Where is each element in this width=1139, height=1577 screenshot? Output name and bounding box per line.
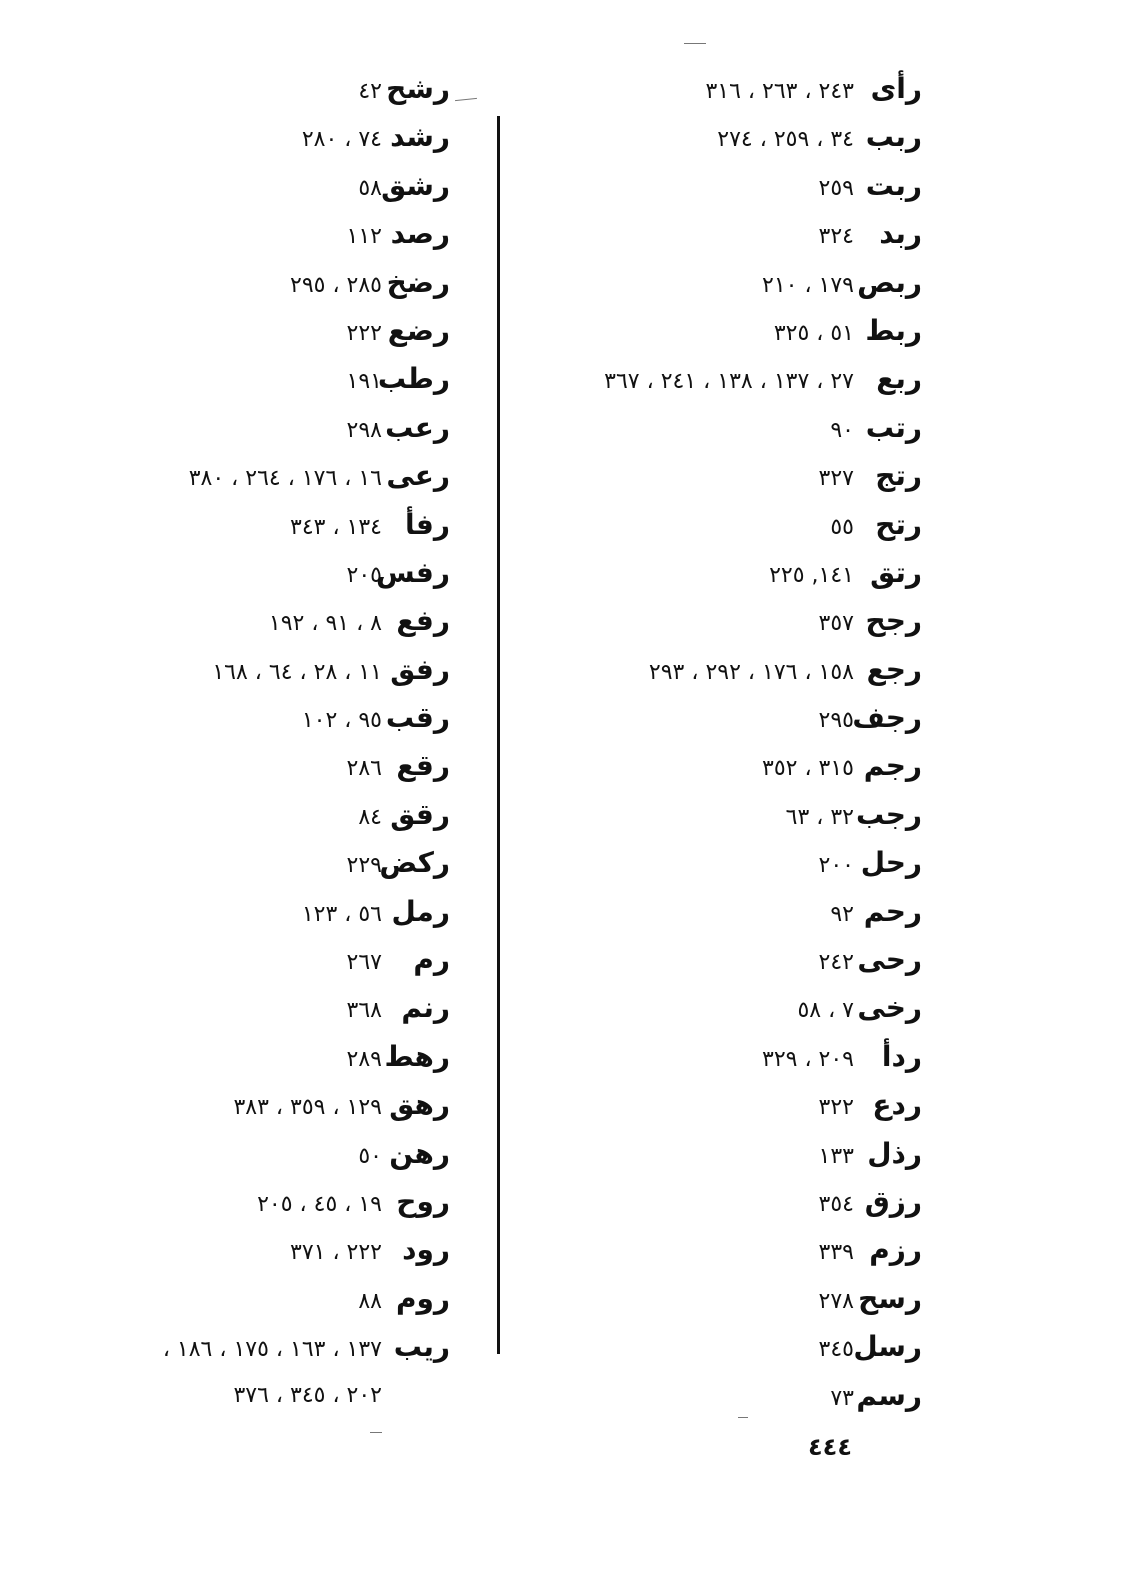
page-references: ٥٦ ، ١٢٣: [301, 901, 382, 927]
page-references: ١٣٧ ، ١٦٣ ، ١٧٥ ، ١٨٦ ،: [162, 1337, 382, 1363]
root-word: رتب: [865, 410, 922, 444]
page-references: ٣٥٧: [818, 611, 854, 637]
root-word: رضع: [387, 313, 450, 347]
root-word: رجم: [863, 749, 922, 783]
index-entry: [40, 1372, 450, 1420]
page-references: ٥٨: [358, 175, 382, 201]
index-entry: [530, 162, 922, 210]
page-references: ٢٢٩: [346, 853, 382, 879]
root-word: رجح: [865, 604, 922, 638]
index-entry: [40, 1033, 450, 1081]
index-entry: [40, 791, 450, 839]
page-references: ٢٩٥: [818, 708, 854, 734]
root-word: رهط: [384, 1039, 450, 1073]
index-entry: [530, 791, 922, 839]
root-word: رود: [402, 1233, 450, 1267]
page-references: ٧٣: [830, 1385, 854, 1411]
page-references: ٨٨: [358, 1288, 382, 1314]
page-references: ٢٠٢ ، ٣٤٥ ، ٣٧٦: [233, 1382, 382, 1408]
root-word: رتج: [875, 459, 922, 493]
page-references: ٩٠: [830, 417, 854, 443]
index-entry: [530, 355, 922, 403]
root-word: رجف: [852, 701, 922, 735]
index-entry: [530, 888, 922, 936]
root-word: ردأ: [881, 1039, 922, 1073]
index-entry: [40, 984, 450, 1032]
index-entry: [530, 694, 922, 742]
index-entry: [40, 597, 450, 645]
index-entry: [40, 210, 450, 258]
root-word: ربط: [865, 313, 922, 347]
index-entry: [530, 210, 922, 258]
page-references: ٣٣٩: [818, 1240, 854, 1266]
page-references: ٢٢٢ ، ٣٧١: [290, 1240, 382, 1266]
root-word: رجب: [856, 797, 922, 831]
index-entry: [40, 1275, 450, 1323]
page-references: ١٢٩ ، ٣٥٩ ، ٣٨٣: [233, 1095, 382, 1121]
page-references: ٢٧٨: [818, 1288, 854, 1314]
index-entry: [530, 1372, 922, 1420]
root-word: ربع: [876, 362, 922, 396]
index-entry: [530, 1178, 922, 1226]
index-entry: [530, 1226, 922, 1274]
root-word: رخى: [857, 991, 922, 1025]
index-entry: [530, 259, 922, 307]
root-word: ريب: [393, 1330, 450, 1364]
index-entry: [40, 259, 450, 307]
index-entry: [530, 113, 922, 161]
page-references: ٣٢ ، ٦٣: [785, 804, 854, 830]
page-references: ١٤١, ٢٢٥: [769, 562, 854, 588]
page-references: ٢٧ ، ١٣٧ ، ١٣٨ ، ٢٤١ ، ٣٦٧: [604, 369, 854, 395]
root-word: رشح: [386, 72, 450, 105]
root-word: رهق: [389, 1088, 450, 1122]
index-entry: [40, 694, 450, 742]
scan-mark: [455, 98, 477, 101]
index-entry: [40, 1081, 450, 1129]
page-references: ٢٦٧: [346, 950, 382, 976]
page-references: ٢٤٢: [818, 950, 854, 976]
root-word: رزم: [869, 1233, 922, 1267]
page-references: ٧٤ ، ٢٨٠: [301, 127, 382, 153]
scan-mark: [370, 1432, 382, 1433]
page-references: ٥٥: [830, 514, 854, 540]
index-entry: [530, 65, 922, 113]
page-references: ٢٨٩: [346, 1046, 382, 1072]
index-entry: [40, 355, 450, 403]
root-word: رمل: [391, 894, 450, 928]
index-entry: [40, 307, 450, 355]
root-word: رحل: [860, 846, 922, 880]
root-word: رعى: [386, 459, 450, 493]
page-references: ١٣٣: [818, 1143, 854, 1169]
page-references: ٢٥٩: [818, 175, 854, 201]
index-entry: [530, 984, 922, 1032]
page-references: ١٩١: [346, 369, 382, 395]
root-word: ركض: [379, 846, 450, 880]
root-word: رتح: [875, 507, 922, 541]
index-entry: [530, 742, 922, 790]
root-word: روح: [396, 1184, 450, 1218]
root-word: رطب: [377, 362, 450, 396]
root-word: رفع: [396, 604, 450, 638]
page-references: ٢٨٦: [346, 756, 382, 782]
page-references: ٢٠٠: [818, 853, 854, 879]
root-word: روم: [395, 1281, 450, 1315]
page-references: ٣١٥ ، ٣٥٢: [762, 756, 854, 782]
page-references: ١٣٤ ، ٣٤٣: [290, 514, 382, 540]
root-word: رحم: [863, 894, 922, 928]
index-entry: [40, 646, 450, 694]
page-references: ١١٢: [346, 224, 382, 250]
index-entry: [530, 936, 922, 984]
root-word: رضخ: [386, 265, 450, 299]
page-references: ٩٢: [830, 901, 854, 927]
index-entry: [40, 888, 450, 936]
page-references: ٧ ، ٥٨: [797, 998, 854, 1024]
root-word: رصد: [390, 217, 450, 251]
index-entry: [40, 839, 450, 887]
index-entry: [40, 501, 450, 549]
root-word: ردع: [872, 1088, 922, 1122]
page-references: ١٦ ، ١٧٦ ، ٢٦٤ ، ٣٨٠: [188, 466, 382, 492]
root-word: رنم: [401, 991, 450, 1025]
index-entry: [530, 501, 922, 549]
index-entry: [530, 1323, 922, 1371]
root-word: ربب: [865, 120, 922, 154]
root-word: رتق: [870, 555, 922, 589]
root-word: رسل: [853, 1330, 922, 1364]
page-references: ٣٤٥: [818, 1337, 854, 1363]
page-references: ٥٠: [358, 1143, 382, 1169]
index-entry: [40, 1323, 450, 1371]
scan-mark: [738, 1417, 748, 1418]
page-references: ٨٤: [358, 804, 382, 830]
page-references: ١٧٩ ، ٢١٠: [762, 272, 854, 298]
scan-mark: [684, 43, 706, 44]
index-entry: [40, 1226, 450, 1274]
index-entry: [530, 452, 922, 500]
index-entry: [530, 1275, 922, 1323]
index-entry: [40, 113, 450, 161]
column-divider: [497, 116, 500, 1354]
root-word: رشق: [381, 168, 450, 202]
root-word: رقع: [396, 749, 450, 783]
page-references: ٢٠٥: [346, 562, 382, 588]
root-word: رسم: [856, 1378, 922, 1412]
root-word: رزق: [864, 1184, 922, 1218]
index-entry: [530, 404, 922, 452]
index-entry: [530, 307, 922, 355]
page-references: ٣٢٢: [818, 1095, 854, 1121]
root-word: ربد: [879, 217, 922, 251]
index-entry: [40, 452, 450, 500]
page-number: ٤٤٤: [808, 1433, 852, 1461]
page-references: ٢٤٣ ، ٢٦٣ ، ٣١٦: [705, 79, 854, 104]
index-entry: [530, 839, 922, 887]
root-word: رجع: [866, 652, 922, 686]
left-index-column: [40, 65, 450, 1420]
index-entry: [530, 646, 922, 694]
index-entry: [40, 936, 450, 984]
page-references: ٤٢: [358, 79, 382, 104]
index-entry: [530, 597, 922, 645]
root-word: رسح: [858, 1281, 922, 1315]
page-references: ٣٢٧: [818, 466, 854, 492]
page-references: ٢٨٥ ، ٢٩٥: [290, 272, 382, 298]
root-word: ربت: [865, 168, 922, 202]
index-entry: [40, 1130, 450, 1178]
index-entry: [40, 1178, 450, 1226]
page-references: ١١ ، ٢٨ ، ٦٤ ، ١٦٨: [212, 659, 382, 685]
right-index-column: [530, 65, 922, 1420]
root-word: رفق: [390, 652, 450, 686]
root-word: رهن: [389, 1136, 450, 1170]
index-entry: [530, 1081, 922, 1129]
root-word: رقق: [390, 797, 450, 831]
index-entry: [40, 162, 450, 210]
root-word: رم: [413, 943, 450, 977]
index-entry: [530, 549, 922, 597]
index-entry: [530, 1033, 922, 1081]
page-references: ٥١ ، ٣٢٥: [773, 320, 854, 346]
index-entry: [530, 1130, 922, 1178]
page-references: ٨ ، ٩١ ، ١٩٢: [268, 611, 382, 637]
root-word: ربص: [857, 265, 922, 299]
page-references: ٢٢٢: [346, 320, 382, 346]
page-references: ٣٥٤: [818, 1191, 854, 1217]
root-word: رذل: [867, 1136, 922, 1170]
root-word: رشد: [390, 120, 450, 154]
index-entry: [40, 65, 450, 113]
page-references: ١٥٨ ، ١٧٦ ، ٢٩٢ ، ٢٩٣: [648, 659, 854, 685]
root-word: رقب: [385, 701, 450, 735]
page-references: ١٩ ، ٤٥ ، ٢٠٥: [257, 1191, 382, 1217]
root-word: رعب: [385, 410, 450, 444]
root-word: رفس: [375, 555, 450, 589]
index-entry: [40, 404, 450, 452]
page-references: ٣٢٤: [818, 224, 854, 250]
root-word: رأى: [870, 72, 922, 105]
page-references: ٣٦٨: [346, 998, 382, 1024]
root-word: رفأ: [405, 507, 450, 541]
root-word: رحى: [857, 943, 922, 977]
page-references: ٣٤ ، ٢٥٩ ، ٢٧٤: [717, 127, 854, 153]
index-entry: [40, 549, 450, 597]
page-references: ٢٩٨: [346, 417, 382, 443]
page-references: ٩٥ ، ١٠٢: [301, 708, 382, 734]
index-entry: [40, 742, 450, 790]
page-references: ٢٠٩ ، ٣٢٩: [762, 1046, 854, 1072]
